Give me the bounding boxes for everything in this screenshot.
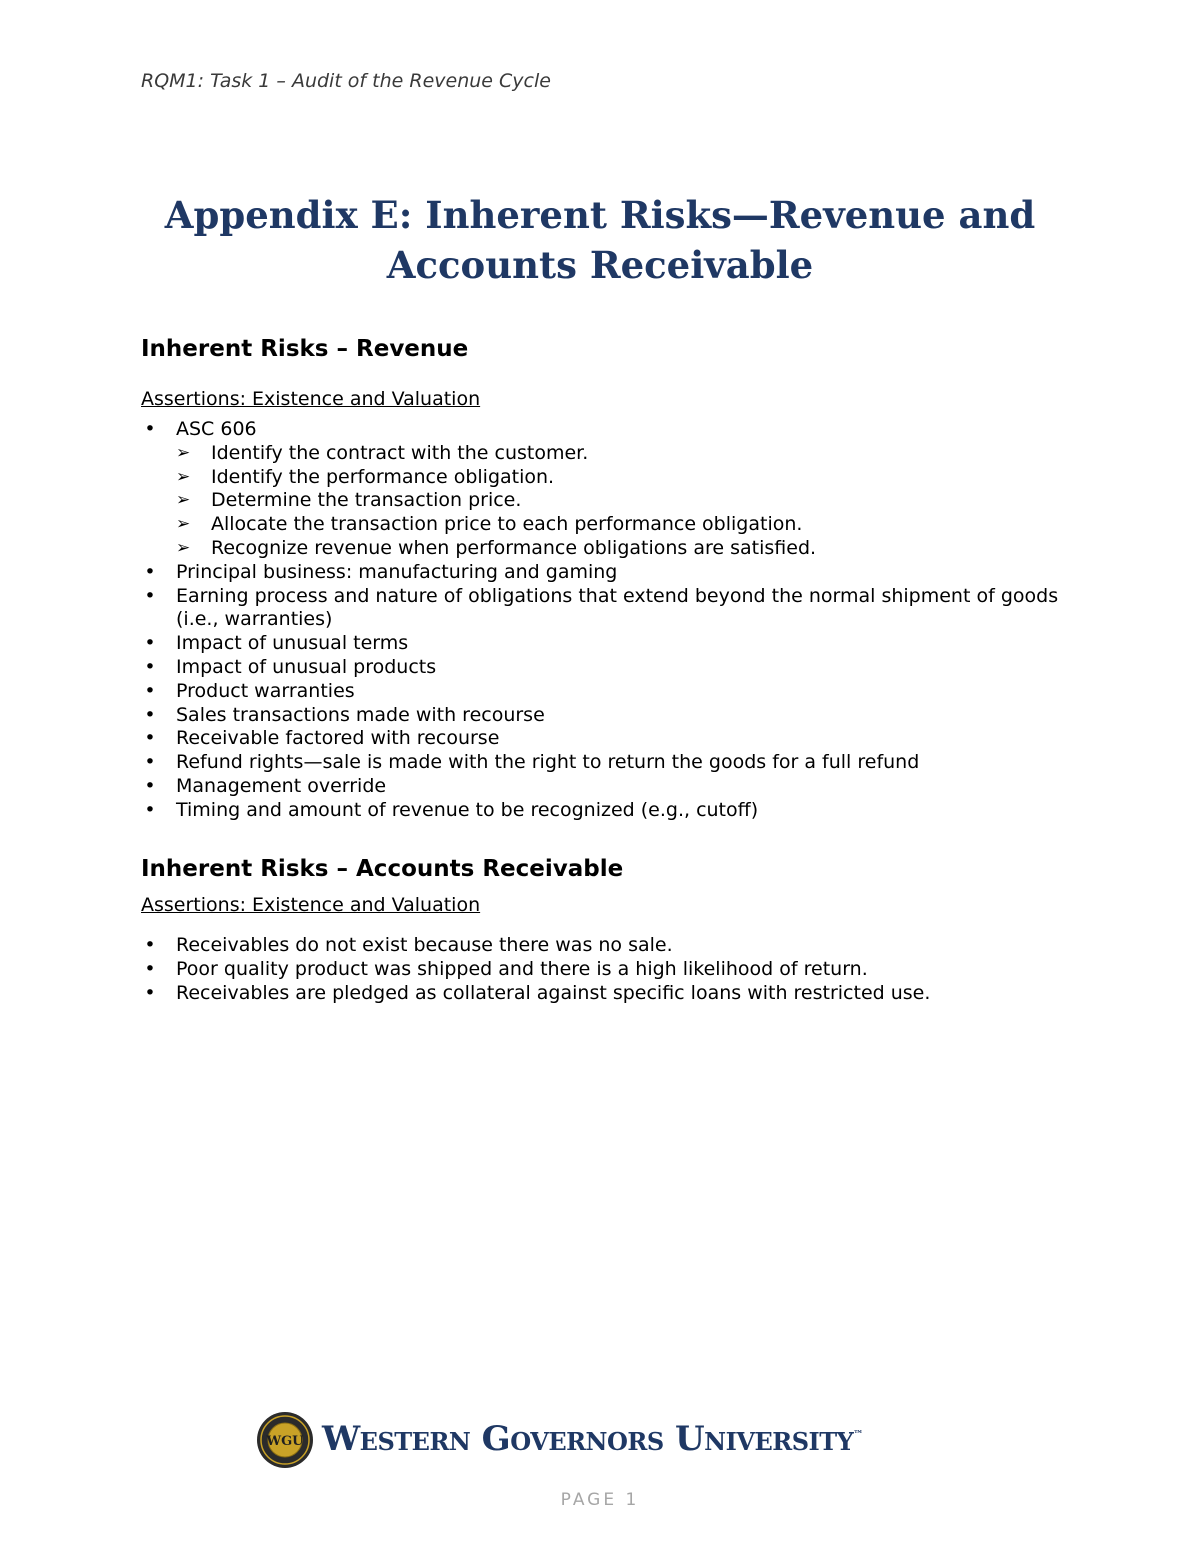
arrow-bullet-icon: ➢ (176, 490, 191, 511)
revenue-risk-list (141, 418, 1071, 823)
list-item-text: Receivables do not exist because there was no sale. (176, 934, 673, 956)
list-item (141, 982, 1071, 1006)
bullet-icon: • (144, 957, 156, 980)
list-item (176, 489, 1071, 513)
list-item-text: Earning process and nature of obligations that extend beyond the normal shipment of goods (i.e., warranties) (176, 584, 1059, 631)
list-item-text: Refund rights—sale is made with the right to return the goods for a full refund (176, 751, 920, 774)
assertions-label-receivable: Assertions: Existence and Valuation (141, 894, 481, 916)
arrow-bullet-icon: ➢ (176, 442, 191, 463)
list-item (141, 934, 1071, 958)
list-item (141, 958, 1071, 982)
list-item (141, 704, 1071, 728)
list-item (141, 751, 1071, 775)
list-item-text: Management override (176, 774, 387, 797)
bullet-icon: • (144, 727, 156, 750)
list-item (141, 632, 1071, 656)
seal-initials: WGU (266, 1434, 304, 1449)
list-item-text: Impact of unusual products (176, 655, 437, 678)
list-item-text: Receivables are pledged as collateral against specific loans with restricted use. (176, 981, 931, 1004)
list-item-text: Principal business: manufacturing and gaming (176, 560, 618, 583)
section-heading-accounts-receivable: Inherent Risks – Accounts Receivable (141, 856, 624, 882)
list-item (141, 775, 1071, 799)
list-item (141, 656, 1071, 680)
list-item (176, 466, 1071, 490)
section-accounts-receivable (141, 854, 1071, 1005)
bullet-icon: • (144, 981, 156, 1004)
asc-steps-list (176, 442, 1071, 561)
list-item-text: Impact of unusual terms (176, 632, 409, 655)
running-header: RQM1: Task 1 – Audit of the Revenue Cycle (141, 70, 551, 92)
bullet-icon: • (144, 751, 156, 774)
list-item-text: Identify the performance obligation. (211, 465, 555, 488)
bullet-icon: • (144, 774, 156, 797)
list-item-text: Allocate the transaction price to each performance obligation. (211, 513, 803, 536)
bullet-icon: • (144, 560, 156, 583)
list-item (176, 513, 1071, 537)
list-item-text: ASC 606 (176, 418, 257, 440)
list-item (176, 537, 1071, 561)
bullet-icon: • (144, 632, 156, 655)
list-item-text: Receivable factored with recourse (176, 727, 500, 750)
list-item (141, 799, 1071, 823)
logo-text: Western Governors University (322, 1419, 854, 1459)
list-item-text: Identify the contract with the customer. (211, 441, 589, 464)
bullet-icon: • (144, 418, 156, 440)
arrow-bullet-icon: ➢ (176, 514, 191, 535)
university-seal-icon (256, 1411, 314, 1469)
list-item (141, 727, 1071, 751)
list-item (141, 585, 1071, 633)
bullet-icon: • (144, 703, 156, 726)
page-number: PAGE 1 (560, 1490, 640, 1510)
bullet-icon: • (144, 934, 156, 956)
list-item-text: Determine the transaction price. (211, 489, 522, 512)
section-heading-revenue: Inherent Risks – Revenue (141, 336, 469, 362)
list-item (176, 442, 1071, 466)
bullet-icon: • (144, 679, 156, 702)
document-title: Appendix E: Inherent Risks—Revenue and Accounts Receivable (164, 193, 1036, 287)
list-item (141, 561, 1071, 585)
trademark-mark: ™ (853, 1429, 863, 1441)
arrow-bullet-icon: ➢ (176, 466, 191, 487)
list-item (141, 680, 1071, 704)
list-item-text: Sales transactions made with recourse (176, 703, 545, 726)
bullet-icon: • (144, 655, 156, 678)
receivable-risk-list (141, 934, 1071, 1005)
list-item-text: Recognize revenue when performance obligations are satisfied. (211, 536, 817, 559)
list-item-text: Timing and amount of revenue to be recognized (e.g., cutoff) (176, 798, 759, 821)
bullet-icon: • (144, 798, 156, 821)
list-item (141, 418, 1071, 561)
list-item-text: Product warranties (176, 679, 355, 702)
list-item-text: Poor quality product was shipped and there is a high likelihood of return. (176, 957, 868, 980)
bullet-icon: • (144, 584, 156, 607)
assertions-label-revenue: Assertions: Existence and Valuation (141, 388, 481, 410)
section-revenue (141, 334, 1071, 823)
logo-wordmark (322, 1419, 863, 1459)
arrow-bullet-icon: ➢ (176, 537, 191, 558)
wgu-logo (256, 1411, 906, 1473)
